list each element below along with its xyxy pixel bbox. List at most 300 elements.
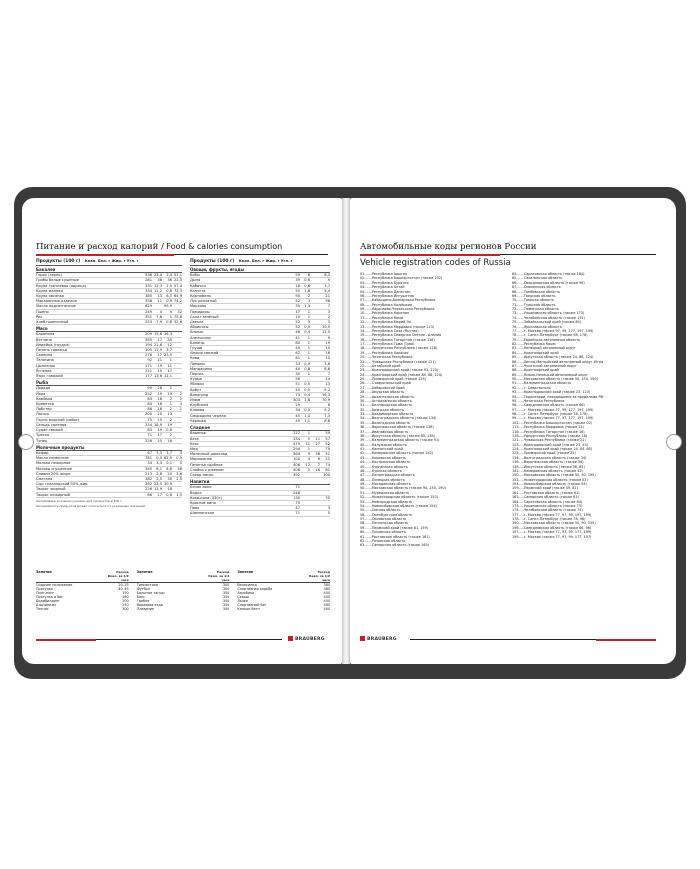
- food-name: Творог нежирный: [36, 492, 70, 497]
- food-value: 92: [147, 358, 152, 363]
- food-value: 17: [157, 433, 162, 438]
- food-value: 1: [307, 356, 310, 361]
- food-value: [310, 506, 320, 510]
- activity-kcal: 380: [323, 587, 331, 591]
- food-name: Дыня: [190, 278, 201, 283]
- food-row: [36, 439, 182, 444]
- region-code-row: 12.......Республика Марий Эл: [360, 320, 411, 325]
- food-value: 22: [295, 320, 300, 325]
- region-code-row: 18.......Удмуртская Республика (также 118): [360, 346, 438, 351]
- food-value: 345: [145, 466, 152, 471]
- food-footnote: Калорийные значения указаны для продуктов в 100 г.: [36, 498, 123, 503]
- region-code-row: 173.....Ульяновская область (также 73): [512, 503, 583, 508]
- food-name: Окунь морской (сибас): [36, 417, 80, 422]
- activity-name: Спортивная ходьба: [237, 587, 273, 591]
- food-value: 8,3: [324, 273, 330, 278]
- activity-header-value: Расход Ккал. за 1/2 часа: [208, 570, 230, 582]
- food-value: 6: [327, 403, 330, 408]
- region-code-row: 46.......Курская область: [360, 468, 402, 473]
- region-code-row: 22.......Алтайский край: [360, 363, 401, 368]
- food-value: 12: [305, 462, 310, 467]
- activity-name: Плавание: [136, 607, 155, 611]
- food-value: [310, 447, 320, 451]
- region-code-row: 59.......Пермский край (также 81, 159): [360, 525, 429, 530]
- food-value: [310, 351, 320, 355]
- food-value: [320, 501, 330, 505]
- activity-name: Каньон-бегн: [237, 607, 260, 611]
- region-code-row: 31.......Белгородская область: [360, 403, 413, 408]
- food-value: [300, 377, 310, 381]
- food-value: 15: [157, 417, 162, 422]
- activity-name: Бальные танцы: [136, 591, 165, 595]
- food-value: 18: [295, 283, 300, 288]
- food-value: 45: [295, 418, 300, 423]
- food-value: 82,5: [163, 456, 172, 461]
- activity-kcal: 250: [122, 603, 129, 607]
- food-value: 15: [325, 356, 330, 361]
- food-value: 0,9: [304, 361, 310, 366]
- region-code-row: 82.......Республика Крым: [512, 342, 556, 346]
- food-value: 1,0: [304, 413, 310, 418]
- food-name: Инжир свежий: [190, 351, 219, 356]
- food-value: 71: [295, 511, 300, 516]
- region-code-row: 28.......Амурская область: [360, 390, 405, 395]
- food-value: 248: [293, 490, 300, 495]
- food-value: 5: [327, 511, 330, 516]
- brand-logo-right: BRAUBERG: [360, 636, 397, 642]
- food-value: 52: [325, 441, 330, 446]
- food-name: Ягненок: [36, 368, 52, 373]
- region-code-row: 79.......Еврейская автономная область: [512, 337, 581, 342]
- region-code-row: 123.....Краснодарский край (также 23, 93): [512, 442, 588, 447]
- title-rule: [174, 254, 328, 255]
- food-value: 105: [145, 348, 152, 353]
- food-name: Баранина: [36, 332, 55, 337]
- food-value: [310, 398, 320, 402]
- food-section-heading: Овощи, фрукты, ягоды: [190, 268, 330, 273]
- food-name: Водка: [190, 490, 202, 495]
- food-value: 36: [167, 278, 172, 283]
- region-code-row: 71.......Тульская область: [512, 302, 556, 307]
- food-value: [310, 408, 320, 412]
- food-value: 2: [169, 433, 172, 438]
- food-name: Безе: [190, 436, 199, 441]
- food-name: Лук репчатый: [190, 299, 217, 304]
- food-name: Варенье: [190, 431, 206, 436]
- region-code-row: 88.......Красноярский край: [512, 368, 559, 373]
- region-code-row: 62.......Рязанская область: [360, 538, 406, 543]
- food-value: 294: [293, 446, 300, 451]
- food-value: 6: [317, 457, 320, 462]
- region-code-row: 93.......Краснодарский край (также 23, 123): [512, 390, 591, 395]
- food-value: 382: [145, 476, 152, 481]
- food-value: 338: [145, 299, 152, 304]
- region-code-row: 08.......Республика Калмыкия: [360, 302, 412, 307]
- activity-kcal: 400: [323, 591, 331, 595]
- region-code-row: 190.....Московская область (также 50, 90, 150): [512, 521, 596, 526]
- food-value: 23,4: [153, 273, 162, 278]
- food-value: 52: [295, 325, 300, 330]
- food-value: 40: [295, 366, 300, 371]
- food-value: 19: [157, 391, 162, 396]
- food-value: [320, 485, 330, 489]
- food-value: [172, 433, 182, 437]
- food-name: Пшено: [36, 309, 49, 314]
- activity-header-value: Расход Ккал. за 1/2 часа: [107, 570, 129, 582]
- region-code-row: 49.......Магаданская область: [360, 482, 411, 486]
- food-name: Сахар-песок: [190, 472, 214, 477]
- food-value: 0,4: [304, 392, 310, 397]
- food-value: 336: [145, 273, 152, 278]
- left-page: [22, 198, 342, 664]
- brand-logo-left: BRAUBERG: [288, 636, 325, 642]
- food-value: 281: [145, 278, 152, 283]
- food-value: [310, 431, 320, 435]
- food-value: 28: [157, 386, 162, 391]
- food-row: [36, 493, 182, 498]
- food-value: 73,3: [173, 288, 182, 293]
- food-value: 71: [147, 433, 152, 438]
- activity-kcal: 40–45: [118, 587, 129, 591]
- food-value: 249: [145, 309, 152, 314]
- food-value: 0,6: [304, 278, 310, 283]
- food-value: 0,8: [166, 428, 172, 433]
- food-value: 13,6: [153, 374, 162, 379]
- food-value: 479: [293, 441, 300, 446]
- food-value: [310, 330, 320, 334]
- region-code-row: 125.....Приморский край (также 25): [512, 451, 576, 456]
- food-value: 3,7: [166, 450, 172, 455]
- regions-subtitle: Vehicle registration codes of Russia: [360, 258, 511, 268]
- food-value: 6: [307, 273, 310, 278]
- region-code-row: 42.......Кемеровская область (также 142): [360, 451, 434, 456]
- region-code-row: 01.......Республика Адыгея: [360, 272, 407, 276]
- food-value: 334: [145, 288, 152, 293]
- activity-name: Гребля: [136, 599, 150, 603]
- activity-kcal: 350: [222, 599, 230, 603]
- food-name: Рис: [36, 314, 43, 319]
- food-value: 35: [295, 304, 300, 309]
- food-name: Абрикосы: [190, 325, 209, 330]
- food-value: 0,4: [304, 330, 310, 335]
- region-code-row: 03.......Республика Бурятия: [360, 280, 409, 285]
- food-value: 61: [325, 467, 330, 472]
- food-value: 0,5: [304, 408, 310, 413]
- region-code-row: 32.......Брянская область: [360, 407, 404, 412]
- food-value: 2: [327, 314, 330, 319]
- food-name: Крупа манная: [36, 288, 63, 293]
- region-code-row: 89.......Ямало-Ненецкий автономный округ: [512, 372, 589, 377]
- activity-header-value: Расход Ккал. за 1/2 часа: [309, 570, 331, 582]
- food-value: 9,2: [324, 408, 330, 413]
- food-name: Треска: [36, 433, 50, 438]
- food-value: 2: [169, 417, 172, 422]
- region-code-row: 75.......Забайкальский край (также 80): [512, 320, 582, 325]
- food-value: 57: [325, 436, 330, 441]
- region-code-row: 68.......Тамбовская область: [512, 289, 561, 294]
- food-value: 57,4: [173, 283, 182, 288]
- food-value: 79: [325, 446, 330, 451]
- food-value: 84: [147, 402, 152, 407]
- activity-kcal: 350: [222, 607, 230, 611]
- region-code-row: 178.....г. Санкт-Петербург (также 78, 98): [512, 517, 586, 521]
- food-name: Сельдь соленая: [36, 422, 67, 427]
- food-value: 14: [325, 377, 330, 382]
- region-code-row: 97.......г. Москва (также 77, 99, 177, 197, 199): [512, 407, 594, 412]
- food-value: 5: [307, 467, 310, 472]
- region-code-row: 35.......Вологодская область: [360, 420, 411, 425]
- region-code-row: 55.......Омская область: [360, 508, 401, 513]
- food-name: Грибы белые сушеные: [36, 278, 79, 283]
- food-value: 40: [295, 346, 300, 351]
- binder-hole-right: [666, 434, 682, 450]
- food-value: 16,3: [321, 392, 330, 397]
- food-value: [310, 320, 320, 324]
- food-name: Ветчина: [36, 337, 52, 342]
- region-code-row: 04.......Республика Алтай: [360, 285, 405, 290]
- food-value: 52: [295, 299, 300, 304]
- food-value: 9,2: [324, 387, 330, 392]
- food-value: 10,5: [321, 325, 330, 330]
- food-value: 86: [147, 407, 152, 412]
- food-value: 1: [179, 407, 182, 412]
- food-value: 13: [325, 382, 330, 387]
- region-code-row: 174.....Челябинская область (также 74): [512, 508, 583, 513]
- food-value: [310, 372, 320, 376]
- activity-kcal: 350: [222, 603, 230, 607]
- region-code-row: 34.......Волгоградская область (также 134): [360, 416, 437, 421]
- food-value: [310, 336, 320, 340]
- food-value: 70,9: [321, 398, 330, 403]
- food-value: 2,5: [176, 476, 182, 481]
- food-value: 11: [167, 363, 172, 368]
- food-value: [172, 439, 182, 443]
- food-value: 2: [169, 396, 172, 401]
- activity-name: Верховая езда: [136, 603, 163, 607]
- food-value: [310, 341, 320, 345]
- food-value: 55: [295, 288, 300, 293]
- food-value: 13: [157, 294, 162, 299]
- food-value: 3,7: [324, 283, 330, 288]
- food-value: 61: [295, 356, 300, 361]
- food-value: 2: [307, 294, 310, 299]
- region-code-row: 102.....Республика Башкортостан (также 02): [512, 420, 593, 425]
- food-value: 20: [167, 471, 172, 476]
- food-value: 380: [145, 294, 152, 299]
- region-code-row: 07.......Кабардино-Балкарская Республика: [360, 298, 436, 303]
- food-value: 0,1: [166, 461, 172, 466]
- food-value: 1,5: [176, 492, 182, 497]
- food-name: Апельсины: [190, 335, 211, 340]
- food-value: [172, 348, 182, 352]
- food-value: 2,5: [156, 476, 162, 481]
- food-value: 21: [325, 457, 330, 462]
- food-name: Судак свежий: [36, 428, 63, 433]
- region-code-row: 20.......Чеченская Республика: [360, 355, 413, 360]
- activity-name: Футбол: [136, 587, 150, 591]
- food-value: [310, 382, 320, 386]
- food-value: 75: [295, 500, 300, 505]
- food-name: Пиво: [190, 506, 200, 511]
- food-value: 8,6: [324, 366, 330, 371]
- food-name: Свекла: [190, 320, 204, 325]
- food-value: 8,1: [156, 466, 162, 471]
- food-value: 30: [167, 476, 172, 481]
- food-value: 1: [179, 396, 182, 401]
- region-code-row: 10.......Республика Карелия: [360, 311, 409, 316]
- food-value: 10: [295, 314, 300, 319]
- food-value: [310, 278, 320, 282]
- food-value: 3,6: [324, 361, 330, 366]
- food-name: Виноград: [190, 392, 209, 397]
- region-code-row: 142.....Кемеровская область (также 42): [512, 468, 583, 473]
- food-value: 0,8: [304, 366, 310, 371]
- food-value: [172, 423, 182, 427]
- food-value: 7,6: [156, 314, 162, 319]
- food-value: 9: [307, 452, 310, 457]
- food-name: Хурма: [190, 377, 202, 382]
- food-value: 11: [315, 436, 320, 441]
- right-page: [350, 198, 676, 664]
- food-value: 59: [325, 431, 330, 436]
- food-value: 12: [167, 342, 172, 347]
- food-value: 45: [295, 413, 300, 418]
- food-value: 253: [145, 320, 152, 325]
- region-code-row: 51.......Мурманская область: [360, 490, 410, 495]
- food-value: 46: [295, 330, 300, 335]
- food-value: 3,7: [166, 348, 172, 353]
- food-value: 18,9: [153, 422, 162, 427]
- activity-kcal: 180: [122, 595, 129, 599]
- region-code-row: 45.......Курганская область: [360, 464, 408, 469]
- food-name: Мандарины: [190, 366, 213, 371]
- food-value: 35: [167, 337, 172, 342]
- food-value: [172, 358, 182, 362]
- activity-name: Прогулка и бег: [36, 595, 64, 599]
- food-value: 2,8: [156, 471, 162, 476]
- food-value: 0,5: [304, 387, 310, 392]
- food-value: 0,6: [166, 492, 172, 497]
- region-code-row: 74.......Челябинская область (также 174): [512, 315, 585, 320]
- food-value: [172, 487, 182, 491]
- food-value: 19: [157, 428, 162, 433]
- region-code-row: 83.......Ненецкий автономный округ: [512, 346, 576, 351]
- activity-kcal: 300: [222, 583, 230, 587]
- region-code-row: 02.......Республика Башкортостан (также 102): [360, 276, 443, 281]
- region-code-row: 113.....Республика Мордовия (также 13): [512, 425, 584, 430]
- food-value: 171: [145, 363, 152, 368]
- food-value: [310, 367, 320, 371]
- food-value: 52,6: [173, 320, 182, 325]
- food-section-heading: Молочные продукты: [36, 446, 182, 451]
- region-code-row: 164.....Саратовская область (также 64): [512, 499, 583, 504]
- food-value: 21: [325, 294, 330, 299]
- region-code-row: 27.......Хабаровский край: [360, 385, 405, 390]
- food-value: [310, 346, 320, 350]
- region-code-row: 61.......Ростовская область (также 161): [360, 534, 430, 539]
- food-name: Яблоки: [190, 382, 204, 387]
- activity-kcal: 200: [122, 599, 129, 603]
- food-value: 23,5: [163, 353, 172, 358]
- food-value: [310, 473, 320, 477]
- food-footnote: Калорийность продуктов может отличаться от указанных значений.: [36, 504, 146, 509]
- food-name: Изюм: [190, 398, 201, 403]
- food-value: 19: [167, 391, 172, 396]
- food-name: Салат зеленый: [190, 314, 219, 319]
- food-value: 406: [293, 462, 300, 467]
- food-section-heading: Рыба: [36, 381, 182, 386]
- food-value: 1,3: [304, 304, 310, 309]
- activity-header-label: Занятие: [237, 570, 254, 574]
- food-value: [172, 428, 182, 432]
- activity-kcal: 480: [323, 603, 331, 607]
- food-section-heading: Напитки: [190, 480, 330, 485]
- food-value: [172, 386, 182, 390]
- activities-table: [36, 570, 330, 611]
- activity-header-label: Занятие: [36, 570, 52, 574]
- region-code-row: 06.......Республика Ингушетия: [360, 293, 414, 298]
- region-code-row: 78.......г. Санкт-Петербург (также 98, 178): [512, 333, 588, 338]
- food-value: 13: [167, 412, 172, 417]
- food-value: 8,6: [324, 418, 330, 423]
- food-value: 71: [295, 485, 300, 490]
- food-value: 41: [295, 335, 300, 340]
- activities-header: [36, 570, 330, 583]
- food-value: 32: [177, 309, 182, 314]
- food-value: [300, 501, 310, 505]
- region-code-row: 53.......Новгородская область: [360, 499, 413, 504]
- region-code-row: 29.......Архангельская область: [360, 394, 415, 399]
- region-code-row: 25.......Приморский край (также 125): [360, 377, 426, 381]
- region-code-row: 50.......Московская область (также 90, 150, 190): [360, 486, 446, 491]
- food-value: [300, 511, 310, 515]
- region-code-row: 84.......Красноярский край: [512, 350, 559, 355]
- food-value: 51,1: [173, 273, 182, 278]
- food-value: 36: [157, 278, 162, 283]
- food-name: Сливки 20% жирн.: [36, 471, 72, 476]
- food-value: 392: [293, 472, 300, 477]
- food-value: 18: [167, 487, 172, 492]
- food-name: Свинина: [36, 353, 53, 358]
- food-name: Язык говяжий: [36, 374, 63, 379]
- activity-kcal: 150: [122, 591, 129, 595]
- food-value: 1: [307, 372, 310, 377]
- region-code-row: 63.......Самарская область (также 163): [360, 543, 429, 548]
- region-code-row: 163.....Самарская область (также 63): [512, 495, 579, 500]
- food-name: Картофель: [190, 294, 212, 299]
- food-name: Клубника: [190, 403, 209, 408]
- food-value: 2,4: [166, 273, 172, 278]
- region-code-row: 77.......г. Москва (также 97, 99, 177, 197, 199): [512, 328, 594, 333]
- food-name: Мед: [190, 446, 198, 451]
- region-code-row: 73.......Ульяновская область (также 173): [512, 311, 585, 316]
- activity-name: Велосипед: [237, 583, 257, 587]
- region-code-row: 40.......Калужская область: [360, 442, 407, 447]
- activity-name: Лыжи: [237, 599, 248, 603]
- region-code-row: 121.....Чувашская Республика (также 21): [512, 438, 586, 443]
- food-value: 25: [157, 438, 162, 443]
- food-value: [172, 364, 182, 368]
- food-value: 1: [169, 314, 172, 319]
- food-value: 75,8: [173, 314, 182, 319]
- food-value: 13,9: [153, 487, 162, 492]
- region-code-row: 58.......Пензенская область: [360, 521, 409, 526]
- title-accent-line: [36, 254, 174, 256]
- food-value: 0,6: [304, 283, 310, 288]
- region-code-row: 60.......Псковская область: [360, 530, 406, 535]
- region-code-row: 124.....Красноярский край (также 24, 84, 88): [512, 447, 593, 451]
- activity-kcal: 300: [222, 587, 230, 591]
